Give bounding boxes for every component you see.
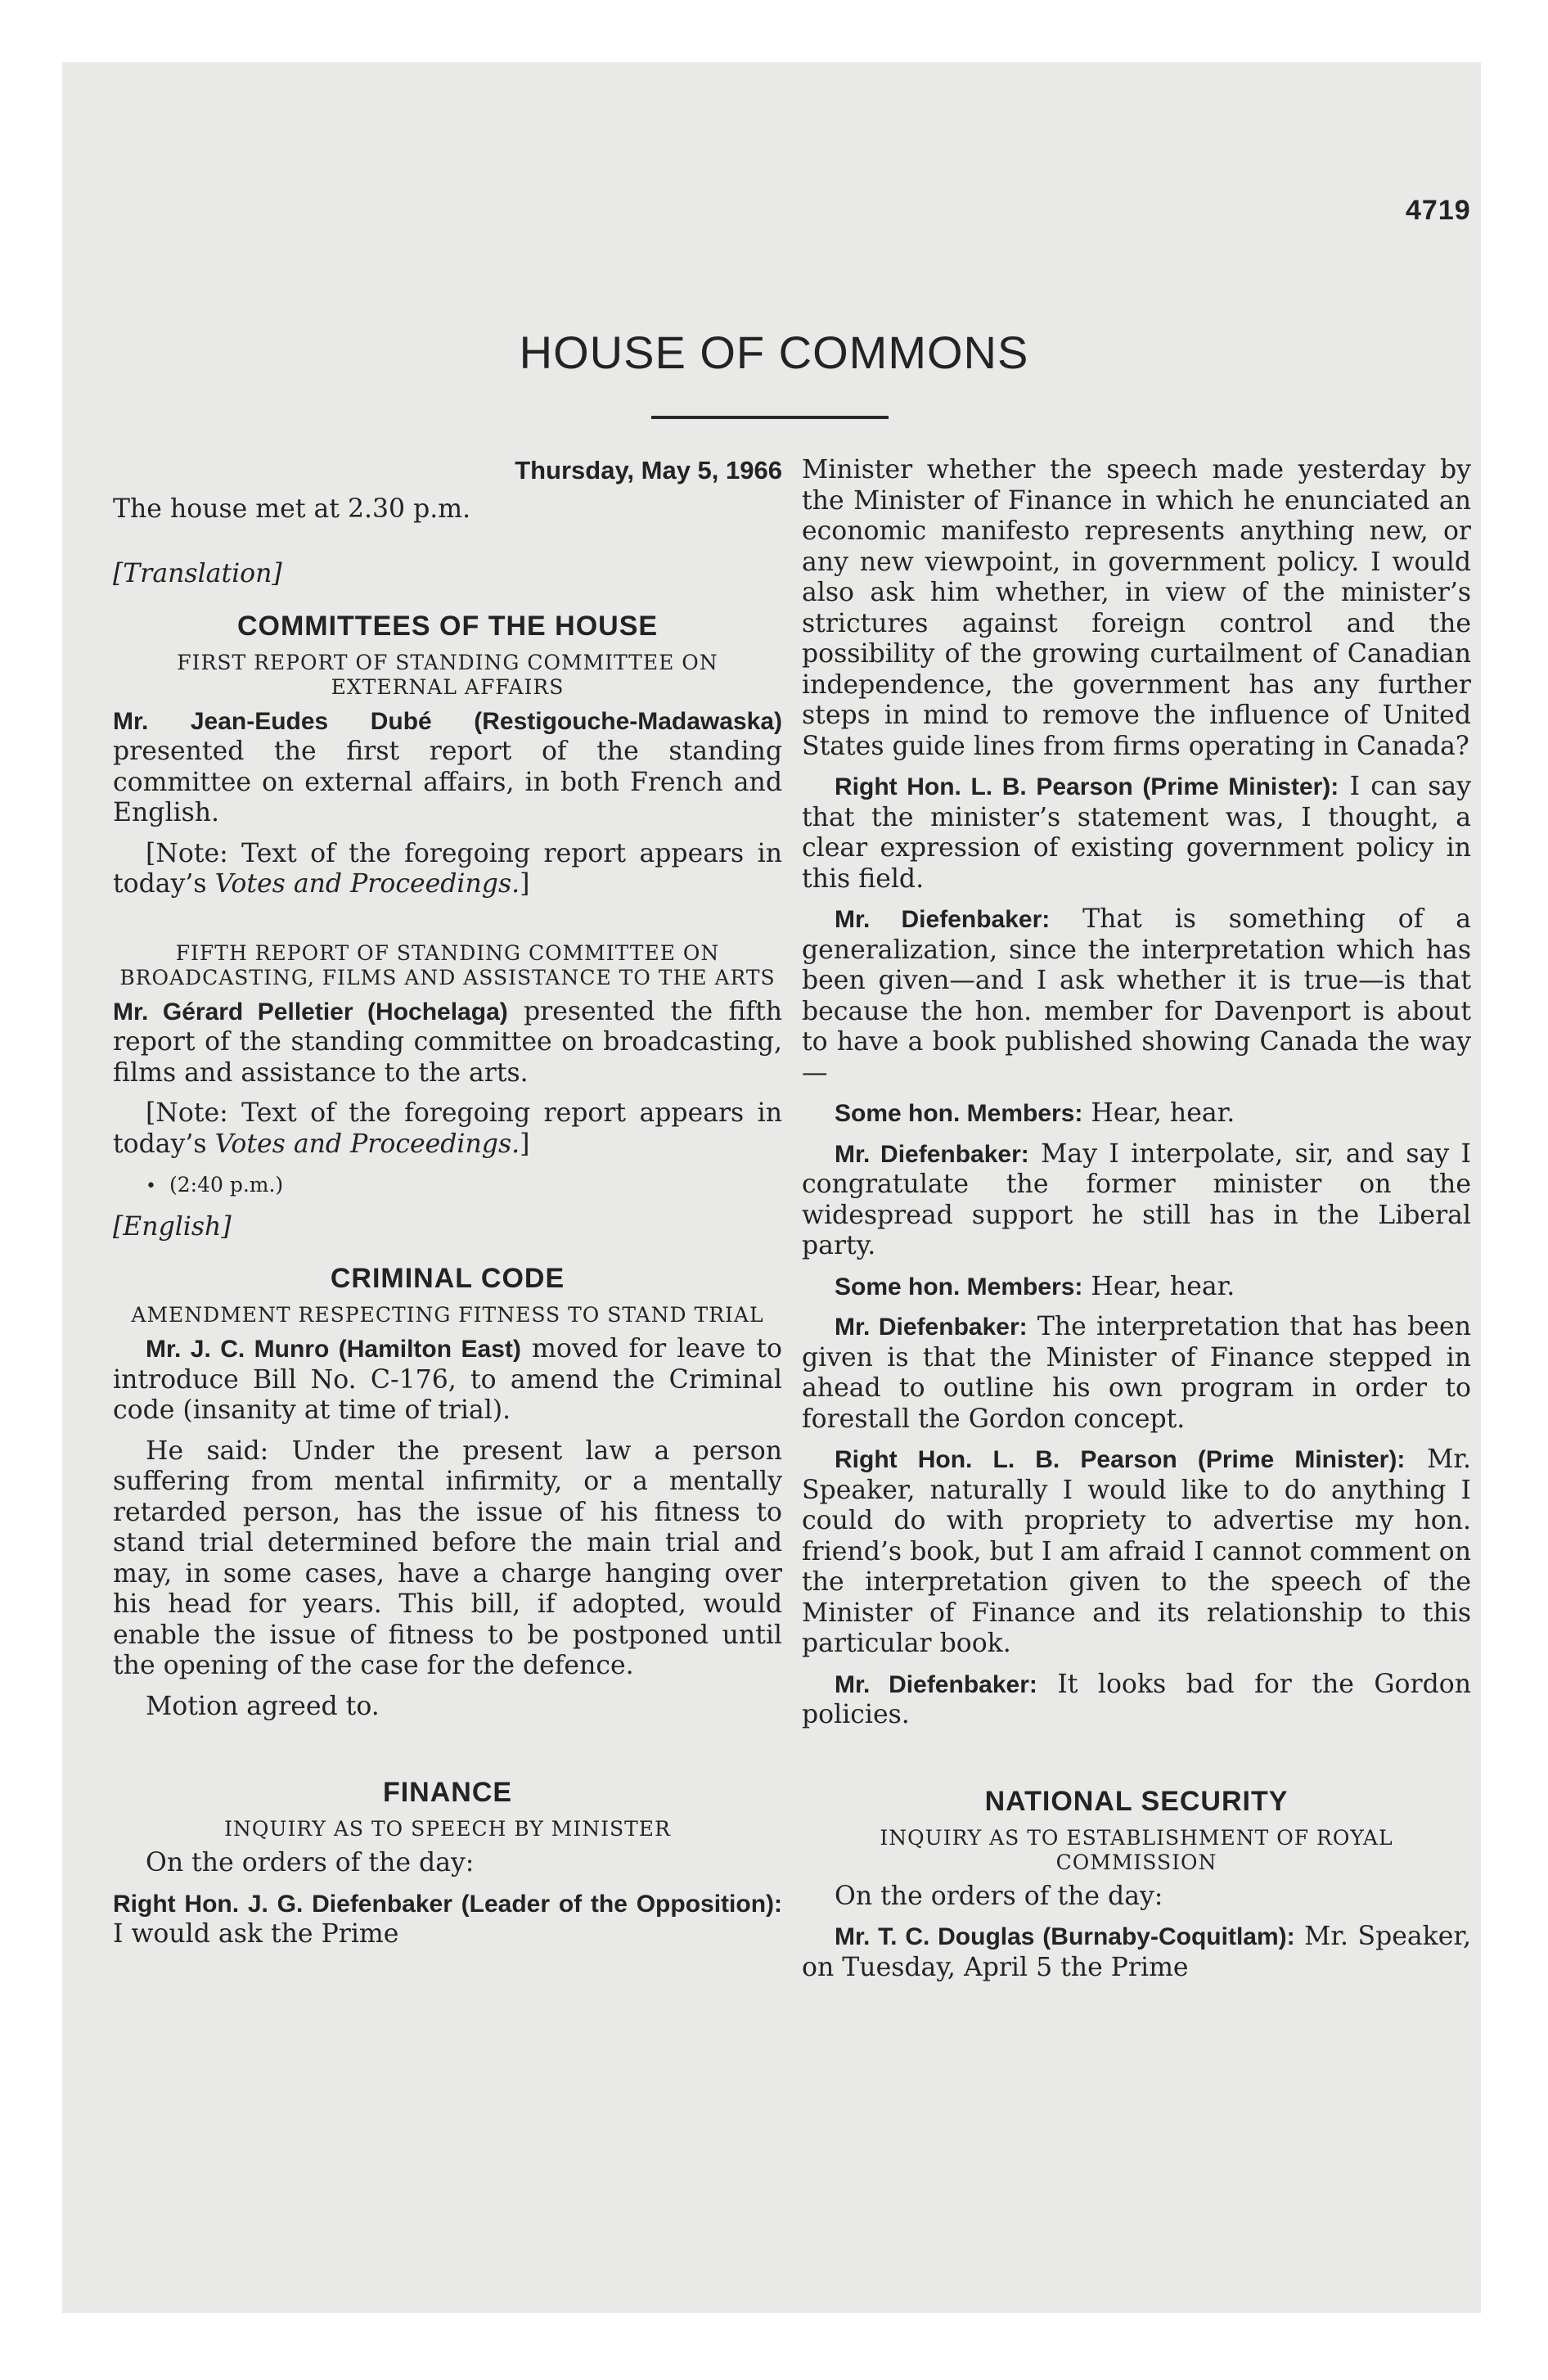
motion-agreed: Motion agreed to. — [146, 1691, 380, 1721]
left-column — [113, 455, 782, 1960]
diefenbaker-paragraph-3 — [802, 1312, 1471, 1435]
speaker-diefenbaker: Right Hon. J. G. Diefenbaker (Leader of the Opposition): — [113, 1890, 782, 1918]
page-number: 4719 — [1406, 195, 1471, 226]
speaker-diefenbaker: Mr. Diefenbaker: — [835, 1670, 1037, 1698]
spacer — [113, 910, 782, 935]
speaker-munro: Mr. J. C. Munro (Hamilton East) — [146, 1336, 521, 1363]
note-close: ] — [520, 869, 530, 899]
he-said-paragraph: He said: Under the present law a person suffering from mental infirmity, or a mentally retarded person, has the issue of his fitness to stand trial determined before the main trial and may, in some cases, have a charge hanging over his head for years. This bill, if adopted, would enable the issue of fitness to be postponed until the opening of the case for the defence. — [113, 1436, 782, 1680]
right-column — [802, 455, 1471, 1993]
pearson-text: Mr. Speaker, naturally I would like to do anything I could do with propriety to advertise my hon. friend’s book, but I am afraid I cannot comment on the interpretation given to the speech of the Minister of Finance and its relationship to this particular book. — [802, 1445, 1472, 1658]
first-report-heading: FIRST REPORT OF STANDING COMMITTEE ON EXTERNAL AFFAIRS — [177, 650, 718, 699]
note-italic: Votes and Proceedings. — [214, 1129, 520, 1159]
munro-paragraph — [113, 1334, 782, 1427]
pearson-paragraph-2 — [802, 1445, 1471, 1660]
speaker-members: Some hon. Members: — [835, 1273, 1083, 1300]
orders-of-day: On the orders of the day: — [146, 1848, 475, 1877]
pearson-paragraph-1 — [802, 772, 1471, 895]
spacer — [113, 534, 782, 559]
criminal-code-subheading: AMENDMENT RESPECTING FITNESS TO STAND TRIAL — [131, 1303, 764, 1327]
speaker-diefenbaker: Mr. Diefenbaker: — [835, 1314, 1028, 1341]
diefenbaker-text: May I interpolate, sir, and say I congratulate the former minister on the widespread support he still has in the Liberal party. — [802, 1138, 1471, 1260]
english-tag: [English] — [113, 1211, 232, 1242]
members-text: Hear, hear. — [1091, 1098, 1235, 1128]
title-rule — [651, 416, 889, 419]
orders-of-day: On the orders of the day: — [835, 1881, 1163, 1911]
members-paragraph-1 — [802, 1098, 1471, 1129]
douglas-text: Mr. Speaker, on Tuesday, April 5 the Prime — [802, 1922, 1471, 1982]
note-text: [Note: Text of the foregoing report appears in today’s — [113, 838, 782, 899]
national-security-heading: NATIONAL SECURITY — [984, 1785, 1289, 1817]
finance-heading: FINANCE — [382, 1777, 513, 1808]
note-first-report — [113, 839, 782, 900]
pearson-text: I can say that the minister’s statement was, I thought, a clear expression of existing government policy in this field. — [802, 772, 1472, 894]
spacer — [802, 1741, 1471, 1765]
speaker-pearson: Right Hon. L. B. Pearson (Prime Minister): — [835, 1446, 1406, 1473]
diefenbaker-text: It looks bad for the Gordon policies. — [802, 1669, 1471, 1729]
committees-heading: COMMITTEES OF THE HOUSE — [236, 610, 659, 642]
speaker-douglas: Mr. T. C. Douglas (Burnaby-Coquitlam): — [835, 1923, 1295, 1950]
diefenbaker-text: The interpretation that has been given is that the Minister of Finance stepped in ahead to outline his own program in order to forestall the Gordon concept. — [802, 1312, 1471, 1434]
munro-text: moved for leave to introduce Bill No. C-176, to amend the Criminal code (insanity at time of trial). — [113, 1334, 782, 1425]
dube-paragraph — [113, 706, 782, 829]
diefenbaker-paragraph-1 — [802, 904, 1471, 1089]
speaker-diefenbaker: Mr. Diefenbaker: — [835, 1140, 1029, 1168]
diefenbaker-paragraph-2 — [802, 1139, 1471, 1262]
speaker-diefenbaker: Mr. Diefenbaker: — [835, 906, 1051, 933]
speaker-dube: Mr. Jean-Eudes Dubé (Restigouche-Madawaska) — [113, 707, 782, 735]
pelletier-paragraph — [113, 997, 782, 1089]
note-fifth-report — [113, 1098, 782, 1160]
time-text: (2:40 p.m.) — [169, 1173, 284, 1197]
fifth-report-heading: FIFTH REPORT OF STANDING COMMITTEE ON BROADCASTING, FILMS AND ASSISTANCE TO THE ARTS — [119, 940, 776, 989]
douglas-paragraph — [802, 1922, 1471, 1983]
note-italic: Votes and Proceedings. — [214, 869, 520, 899]
national-security-subheading: INQUIRY AS TO ESTABLISHMENT OF ROYAL COMMISSION — [880, 1825, 1393, 1874]
translation-tag: [Translation] — [113, 559, 282, 588]
speaker-members: Some hon. Members: — [835, 1100, 1083, 1127]
house-met-line: The house met at 2.30 p.m. — [113, 494, 471, 524]
speaker-pelletier: Mr. Gérard Pelletier (Hochelaga) — [113, 998, 508, 1025]
dube-text: presented the first report of the standing committee on external affairs, in both French and English. — [113, 737, 782, 827]
note-text: [Note: Text of the foregoing report appears in today’s — [113, 1098, 782, 1159]
diefenbaker-paragraph — [113, 1889, 782, 1950]
members-paragraph-2 — [802, 1272, 1471, 1303]
time-marker — [113, 1170, 782, 1202]
sitting-date: Thursday, May 5, 1966 — [515, 456, 782, 485]
diefenbaker-text: I would ask the Prime — [113, 1919, 399, 1949]
speaker-pearson: Right Hon. L. B. Pearson (Prime Minister): — [835, 773, 1339, 800]
pelletier-text: presented the fifth report of the standing committee on broadcasting, films and assistance to the arts. — [113, 996, 783, 1088]
spacer — [113, 1732, 782, 1756]
page-title: HOUSE OF COMMONS — [519, 327, 1029, 378]
diefenbaker-text: That is something of a generalization, since the interpretation which has been given—and I ask whether it is true—is that because the hon. member for Davenport is about to have a book published showing Canada the way— — [802, 904, 1471, 1088]
finance-subheading: INQUIRY AS TO SPEECH BY MINISTER — [224, 1817, 671, 1841]
continued-paragraph: Minister whether the speech made yesterday by the Minister of Finance in which he enunciated an economic manifesto represents anything new, or any new viewpoint, in government policy. I would also ask him whether, in view of the minister’s strictures against foreign control and the possibility of the growing curtailment of Canadian independence, the government has any further steps in mind to remove the influence of United States guide lines from firms operating in Canada? — [802, 455, 1471, 761]
diefenbaker-paragraph-4 — [802, 1670, 1471, 1731]
bullet-icon: • — [146, 1176, 156, 1197]
note-close: ] — [520, 1129, 530, 1159]
criminal-code-heading: CRIMINAL CODE — [330, 1263, 565, 1294]
members-text: Hear, hear. — [1091, 1271, 1235, 1301]
